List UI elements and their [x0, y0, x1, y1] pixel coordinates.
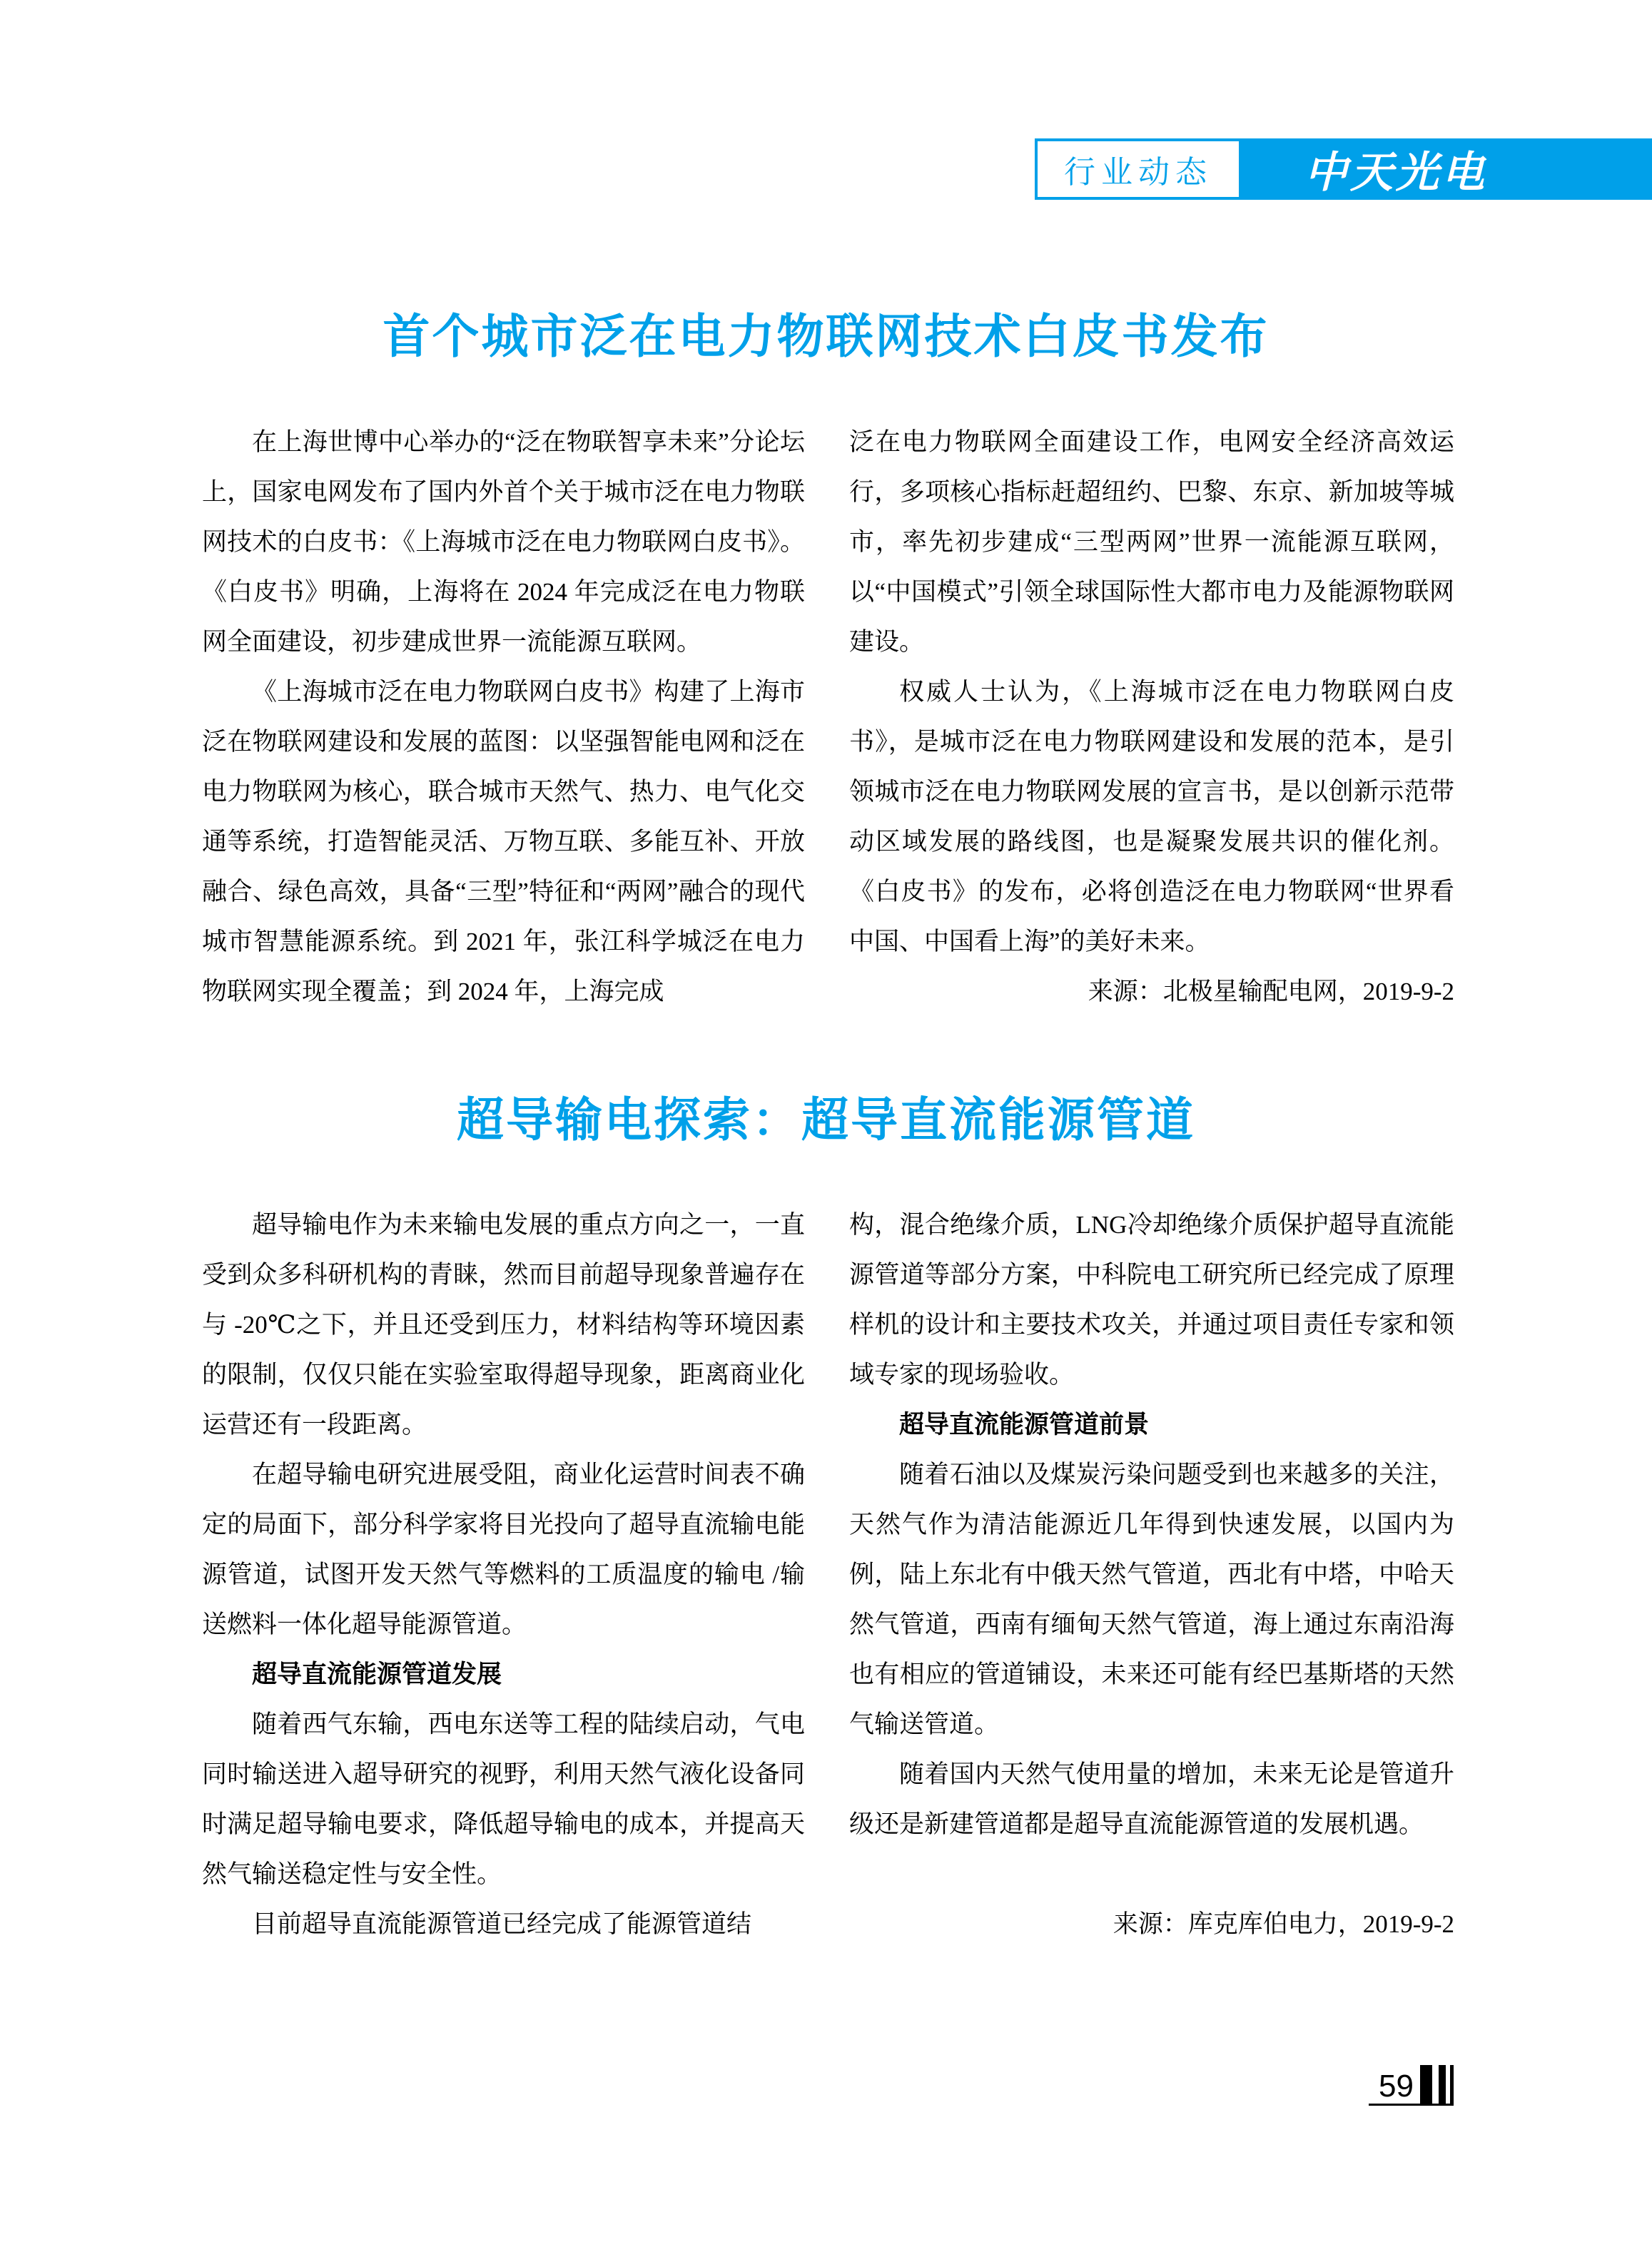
subsection-heading: 超导直流能源管道前景 [899, 1411, 1150, 1439]
footer-bars-decoration [1420, 2065, 1454, 2104]
body-paragraph: 在上海世博中心举办的“泛在物联智享未来”分论坛上，国家电网发布了国内外首个关于城市泛在电力物联网技术的白皮书：《上海城市泛在电力物联网白皮书》。《白皮书》明确，上海将在 2024 年完成泛在电力物联网全面建设，初步建成世界一流能源互联网。 [202, 428, 805, 656]
article1-right-column [849, 417, 1454, 1017]
article2-left-column [202, 1200, 805, 1949]
brand-logo: 中天光电 [1304, 149, 1487, 196]
body-paragraph: 在超导输电研究进展受阻，商业化运营时间表不确定的局面下，部分科学家将目光投向了超导直流输电能源管道，试图开发天然气等燃料的工质温度的输电 /输送燃料一体化超导能源管道。 [202, 1461, 805, 1638]
body-paragraph: 超导输电作为未来输电发展的重点方向之一，一直受到众多科研机构的青睐，然而目前超导现象普遍存在与 -20℃之下，并且还受到压力，材料结构等环境因素的限制，仅仅只能在实验室取得超导现象，距离商业化运营还有一段距离。 [202, 1211, 805, 1439]
article2-right-column [849, 1200, 1454, 1949]
section-tag-label: 行业动态 [1064, 155, 1212, 190]
article1-left-column [202, 417, 805, 1017]
article1-title: 首个城市泛在电力物联网技术白皮书发布 [382, 311, 1270, 363]
page-number: 59 [1379, 2069, 1414, 2104]
section-tag [1035, 138, 1242, 200]
brand-box [1242, 138, 1652, 200]
article2-title: 超导输电探索：超导直流能源管道 [457, 1095, 1195, 1147]
source-line: 来源：库克库伯电力，2019-9-2 [1113, 1910, 1454, 1938]
body-paragraph: 随着国内天然气使用量的增加，未来无论是管道升级还是新建管道都是超导直流能源管道的发展机遇。 [849, 1760, 1454, 1838]
body-paragraph: 权威人士认为，《上海城市泛在电力物联网白皮书》，是城市泛在电力物联网建设和发展的范本，是引领城市泛在电力物联网发展的宣言书，是以创新示范带动区域发展的路线图，也是凝聚发展共识的催化剂。《白皮书》的发布，必将创造泛在电力物联网“世界看中国、中国看上海”的美好未来。 [849, 678, 1454, 955]
body-paragraph: 随着西气东输，西电东送等工程的陆续启动，气电同时输送进入超导研究的视野，利用天然气液化设备同时满足超导输电要求，降低超导输电的成本，并提高天然气输送稳定性与安全性。 [202, 1710, 805, 1888]
body-paragraph: 《上海城市泛在电力物联网白皮书》构建了上海市泛在物联网建设和发展的蓝图：以坚强智能电网和泛在电力物联网为核心，联合城市天然气、热力、电气化交通等系统，打造智能灵活、万物互联、多能互补、开放融合、绿色高效，具备“三型”特征和“两网”融合的现代城市智慧能源系统。到 2021 年，张江科学城泛在电力物联网实现全覆盖；到 2024 年，上海完成 [202, 678, 806, 1005]
body-paragraph: 构，混合绝缘介质，LNG冷却绝缘介质保护超导直流能源管道等部分方案，中科院电工研究所已经完成了原理样机的设计和主要技术攻关，并通过项目责任专家和领域专家的现场验收。 [849, 1211, 1454, 1389]
subsection-heading: 超导直流能源管道发展 [252, 1660, 502, 1688]
page-footer [1369, 2064, 1454, 2106]
body-paragraph: 随着石油以及煤炭污染问题受到也来越多的关注，天然气作为清洁能源近几年得到快速发展，以国内为例，陆上东北有中俄天然气管道，西北有中塔，中哈天然气管道，西南有缅甸天然气管道，海上通过东南沿海也有相应的管道铺设，未来还可能有经巴基斯塔的天然气输送管道。 [849, 1461, 1454, 1738]
body-paragraph: 泛在电力物联网全面建设工作，电网安全经济高效运行，多项核心指标赶超纽约、巴黎、东京、新加坡等城市，率先初步建成“三型两网”世界一流能源互联网，以“中国模式”引领全球国际性大都市电力及能源物联网建设。 [849, 428, 1454, 656]
source-line: 来源：北极星输配电网，2019-9-2 [1088, 978, 1454, 1005]
body-paragraph: 目前超导直流能源管道已经完成了能源管道结 [252, 1910, 752, 1938]
